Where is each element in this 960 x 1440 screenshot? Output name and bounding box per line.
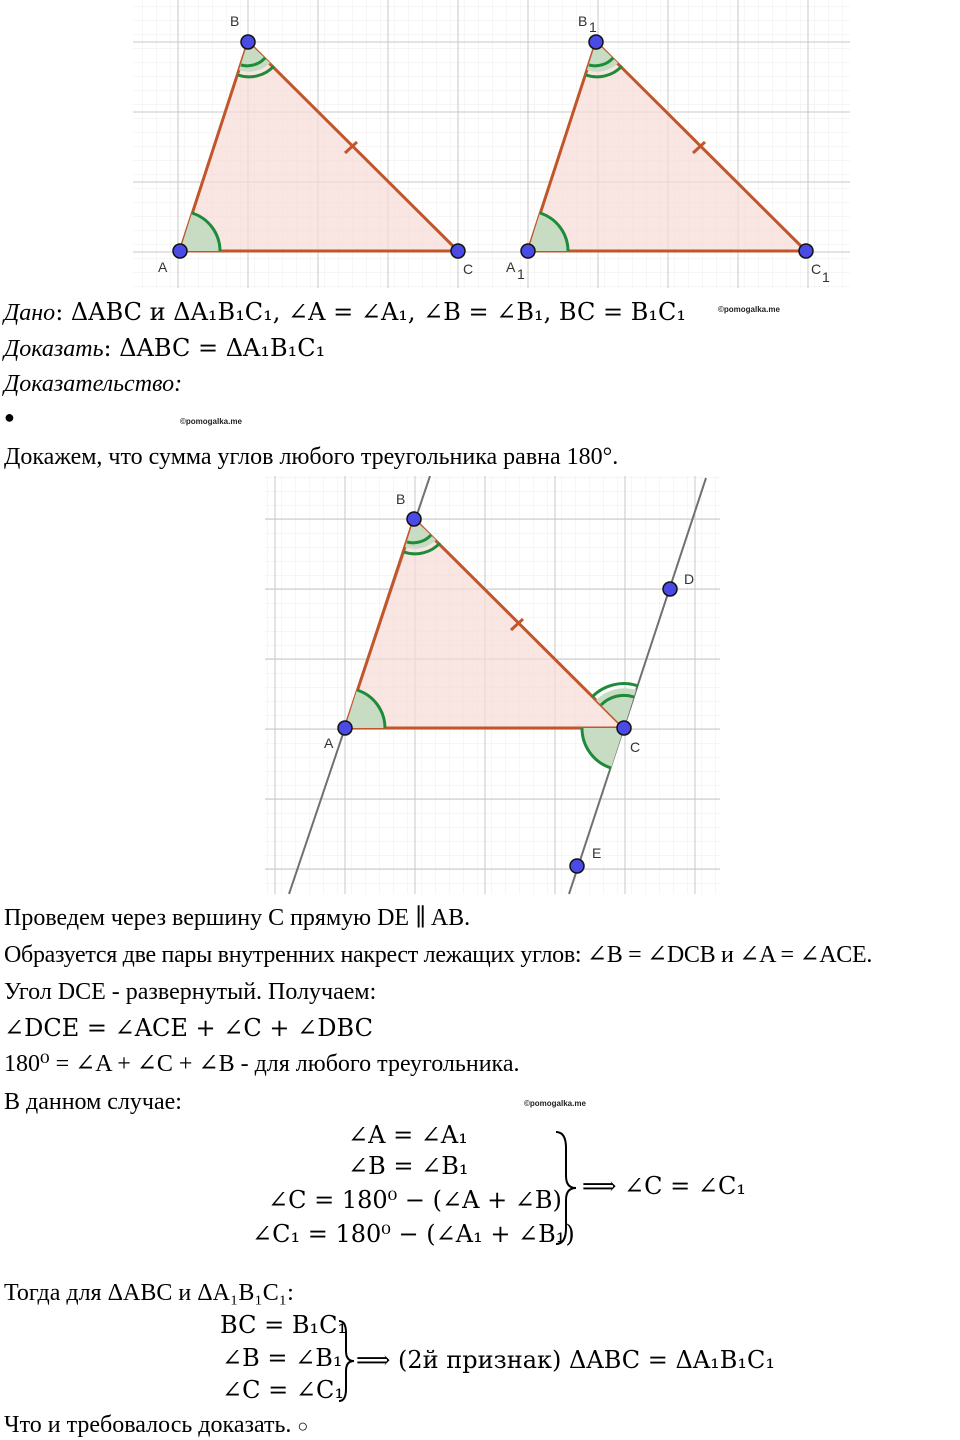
system1-brace bbox=[552, 1128, 582, 1248]
label-a: A bbox=[324, 735, 334, 751]
system1-eq3: ∠C = 180⁰ − (∠A + ∠B) bbox=[268, 1186, 562, 1214]
point-a bbox=[338, 721, 352, 735]
intro-line: Докажем, что сумма углов любого треугольника равна 180°. bbox=[4, 444, 619, 470]
label-b: B bbox=[230, 13, 240, 29]
conclusion-text: Что и требовалось доказать. bbox=[4, 1412, 292, 1438]
label-a1-sub: 1 bbox=[517, 266, 525, 282]
label-d: D bbox=[684, 571, 695, 587]
system1-eq2: ∠B = ∠B₁ bbox=[348, 1152, 469, 1180]
label-e: E bbox=[592, 845, 602, 861]
point-b bbox=[407, 512, 421, 526]
point-b bbox=[241, 35, 255, 49]
given-label: Дано bbox=[4, 300, 56, 326]
label-c1-sub: 1 bbox=[822, 269, 830, 285]
label-c: C bbox=[630, 739, 641, 755]
system1-eq1: ∠A = ∠A₁ bbox=[348, 1121, 468, 1149]
proof-line-3: Угол DCE - развернутый. Получаем: bbox=[4, 979, 377, 1005]
point-e bbox=[570, 859, 584, 873]
point-c bbox=[617, 721, 631, 735]
point-b1 bbox=[589, 35, 603, 49]
label-c1: C bbox=[811, 261, 822, 277]
point-d bbox=[663, 582, 677, 596]
figure-two-triangles bbox=[0, 0, 960, 290]
proof-line-4: ∠DCE = ∠ACE + ∠C + ∠DBC bbox=[4, 1014, 373, 1042]
prove-line bbox=[4, 336, 325, 361]
point-c1 bbox=[799, 244, 813, 258]
prove-text: : ΔABC = ΔA₁B₁C₁ bbox=[103, 334, 326, 362]
label-b1: B bbox=[578, 13, 588, 29]
proof-line-2: Образуется две пары внутренних накрест лежащих углов: ∠B = ∠DCB и ∠A = ∠ACE. bbox=[4, 942, 873, 968]
prove-label: Доказать bbox=[4, 336, 104, 362]
conclusion-line bbox=[4, 1413, 308, 1437]
end-mark: ○ bbox=[297, 1416, 309, 1436]
proof-label: Доказательство: bbox=[4, 371, 183, 397]
label-b: B bbox=[396, 491, 406, 507]
label-a1: A bbox=[506, 259, 516, 275]
watermark-2: ©pomogalka.me bbox=[180, 417, 242, 426]
label-a: A bbox=[158, 259, 168, 275]
system1-eq4: ∠C₁ = 180⁰ − (∠A₁ + ∠B₁) bbox=[252, 1220, 575, 1248]
system2-eq2: ∠B = ∠B₁ bbox=[222, 1344, 343, 1372]
label-b1-sub: 1 bbox=[589, 19, 597, 35]
proof-line-5: 180⁰ = ∠A + ∠C + ∠B - для любого треугольника. bbox=[4, 1051, 520, 1077]
system2-result: ⟹ (2й признак) ΔABC = ΔA₁B₁C₁ bbox=[356, 1346, 776, 1374]
system2-eq3: ∠C = ∠C₁ bbox=[222, 1376, 344, 1404]
system2-eq1: BC = B₁C₁ bbox=[220, 1311, 348, 1339]
point-a bbox=[173, 244, 187, 258]
then-line: Тогда для ΔABC и ΔA₁B₁C₁: bbox=[4, 1280, 294, 1306]
point-c bbox=[451, 244, 465, 258]
given-line bbox=[4, 300, 686, 325]
given-text: : ΔABC и ΔA₁B₁C₁, ∠A = ∠A₁, ∠B = ∠B₁, BC = B₁C₁ bbox=[55, 298, 686, 326]
proof-line-1: Проведем через вершину C прямую DE ∥ AB. bbox=[4, 905, 471, 931]
watermark-3: ©pomogalka.me bbox=[524, 1099, 586, 1108]
system1-result: ⟹ ∠C = ∠C₁ bbox=[582, 1172, 746, 1200]
watermark-1: ©pomogalka.me bbox=[718, 305, 780, 314]
bullet: ● bbox=[4, 407, 15, 427]
proof-line-6: В данном случае: bbox=[4, 1089, 182, 1115]
figure-parallel-line bbox=[0, 476, 960, 896]
label-c: C bbox=[463, 261, 474, 277]
point-a1 bbox=[521, 244, 535, 258]
